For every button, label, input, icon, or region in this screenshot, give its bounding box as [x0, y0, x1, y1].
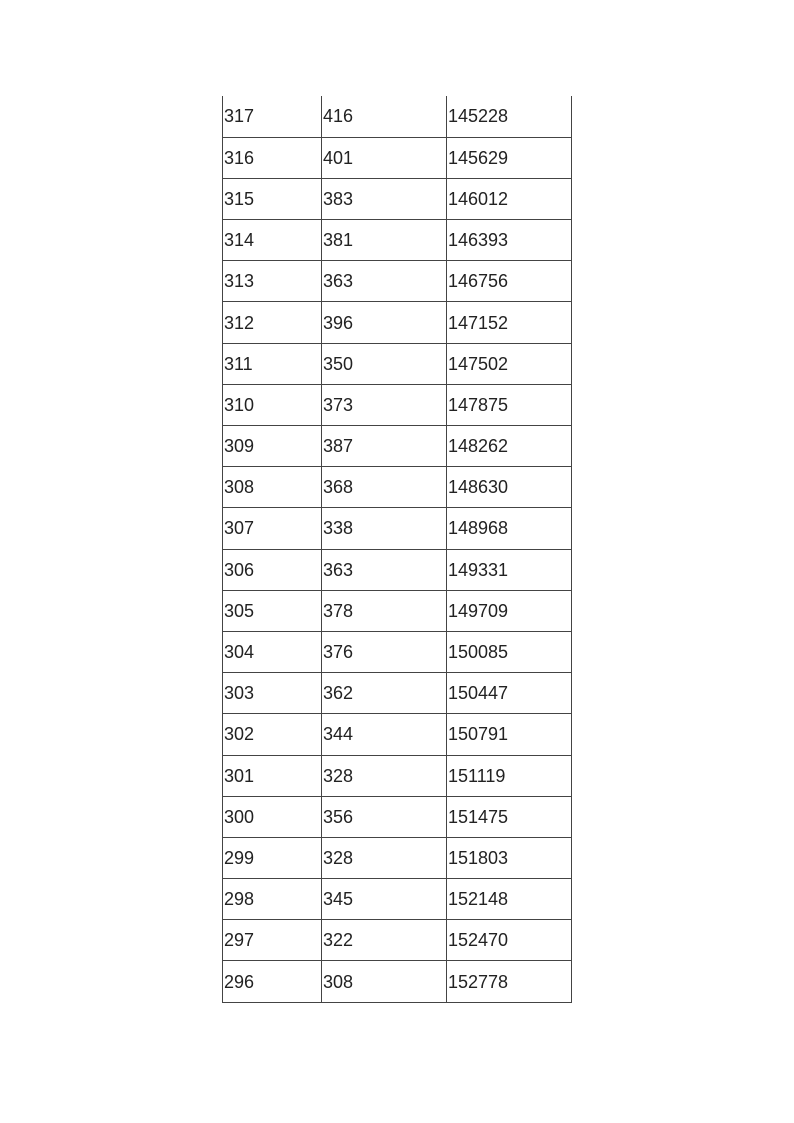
table-row [223, 302, 572, 343]
score-cell: 296 [223, 961, 322, 1002]
cumulative-cell: 151475 [447, 796, 572, 837]
count-cell: 363 [322, 549, 447, 590]
score-cell: 305 [223, 590, 322, 631]
count-cell: 383 [322, 178, 447, 219]
cumulative-cell: 150791 [447, 714, 572, 755]
table-row [223, 631, 572, 672]
count-cell: 401 [322, 137, 447, 178]
count-cell: 378 [322, 590, 447, 631]
count-cell: 363 [322, 261, 447, 302]
cumulative-cell: 149331 [447, 549, 572, 590]
count-cell: 387 [322, 426, 447, 467]
cumulative-cell: 152470 [447, 920, 572, 961]
cumulative-cell: 151803 [447, 837, 572, 878]
count-cell: 338 [322, 508, 447, 549]
table-row [223, 673, 572, 714]
table-row [223, 178, 572, 219]
score-cell: 312 [223, 302, 322, 343]
table-row [223, 879, 572, 920]
count-cell: 345 [322, 879, 447, 920]
table-row [223, 384, 572, 425]
cumulative-cell: 152148 [447, 879, 572, 920]
table-row [223, 961, 572, 1002]
table-row [223, 467, 572, 508]
count-cell: 328 [322, 755, 447, 796]
table-row [223, 261, 572, 302]
table-row [223, 714, 572, 755]
cumulative-cell: 151119 [447, 755, 572, 796]
count-cell: 308 [322, 961, 447, 1002]
score-cell: 311 [223, 343, 322, 384]
score-table-page [222, 96, 571, 1003]
table-row [223, 549, 572, 590]
count-cell: 350 [322, 343, 447, 384]
cumulative-cell: 148630 [447, 467, 572, 508]
cumulative-cell: 145228 [447, 96, 572, 137]
cumulative-cell: 152778 [447, 961, 572, 1002]
cumulative-cell: 150447 [447, 673, 572, 714]
table-row [223, 837, 572, 878]
table-row [223, 755, 572, 796]
score-cell: 299 [223, 837, 322, 878]
score-cell: 307 [223, 508, 322, 549]
table-row [223, 96, 572, 137]
cumulative-cell: 149709 [447, 590, 572, 631]
table-row [223, 590, 572, 631]
table-body [223, 96, 572, 1002]
score-cell: 309 [223, 426, 322, 467]
score-cell: 300 [223, 796, 322, 837]
count-cell: 376 [322, 631, 447, 672]
score-cell: 310 [223, 384, 322, 425]
count-cell: 373 [322, 384, 447, 425]
table-row [223, 220, 572, 261]
table-row [223, 426, 572, 467]
score-cell: 301 [223, 755, 322, 796]
cumulative-cell: 148968 [447, 508, 572, 549]
count-cell: 368 [322, 467, 447, 508]
count-cell: 362 [322, 673, 447, 714]
cumulative-cell: 147875 [447, 384, 572, 425]
count-cell: 356 [322, 796, 447, 837]
score-cell: 314 [223, 220, 322, 261]
cumulative-cell: 150085 [447, 631, 572, 672]
score-cell: 302 [223, 714, 322, 755]
score-cell: 304 [223, 631, 322, 672]
score-cell: 315 [223, 178, 322, 219]
count-cell: 328 [322, 837, 447, 878]
count-cell: 344 [322, 714, 447, 755]
score-cell: 306 [223, 549, 322, 590]
count-cell: 396 [322, 302, 447, 343]
cumulative-cell: 145629 [447, 137, 572, 178]
cumulative-cell: 147152 [447, 302, 572, 343]
cumulative-cell: 148262 [447, 426, 572, 467]
score-cell: 298 [223, 879, 322, 920]
score-cell: 317 [223, 96, 322, 137]
count-cell: 381 [322, 220, 447, 261]
table-row [223, 508, 572, 549]
score-cell: 297 [223, 920, 322, 961]
table-row [223, 920, 572, 961]
table-row [223, 796, 572, 837]
score-cell: 316 [223, 137, 322, 178]
cumulative-cell: 147502 [447, 343, 572, 384]
score-cell: 303 [223, 673, 322, 714]
score-cell: 308 [223, 467, 322, 508]
cumulative-cell: 146756 [447, 261, 572, 302]
score-cell: 313 [223, 261, 322, 302]
count-cell: 322 [322, 920, 447, 961]
table-row [223, 137, 572, 178]
count-cell: 416 [322, 96, 447, 137]
cumulative-cell: 146393 [447, 220, 572, 261]
table-row [223, 343, 572, 384]
score-table [222, 96, 572, 1003]
cumulative-cell: 146012 [447, 178, 572, 219]
